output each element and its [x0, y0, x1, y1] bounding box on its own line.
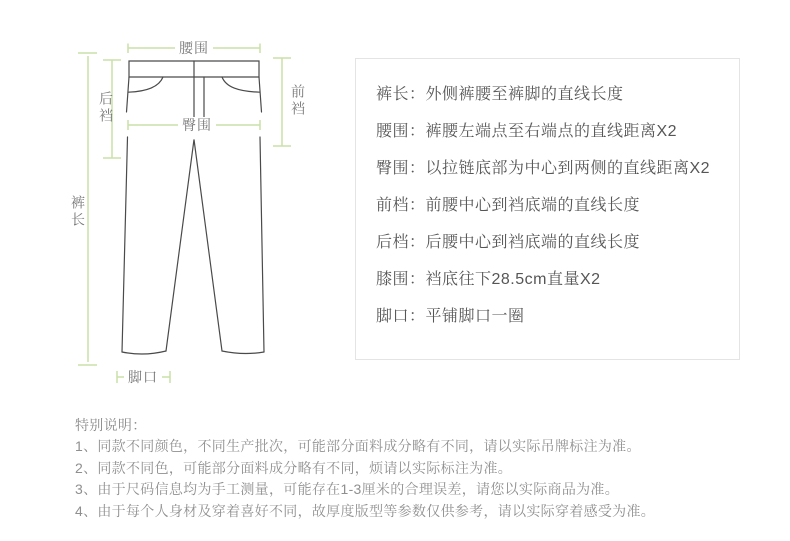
hip-label: 臀围: [178, 117, 216, 133]
special-notes-title: 特别说明：: [75, 417, 147, 433]
note-line-4: 4、由于每个人身材及穿着喜好不同，故厚度版型等参数仅供参考，请以实际穿着感受为准。: [75, 502, 656, 519]
left-hip-seam: [127, 77, 130, 112]
left-pocket-curve: [128, 77, 163, 92]
note-line-3: 3、由于尺码信息均为手工测量，可能存在1-3厘米的合理误差，请您以实际商品为准。: [75, 481, 620, 498]
back-rise-label: 后裆: [98, 91, 114, 125]
hem-label: 脚口: [124, 369, 162, 385]
waist-label: 腰围: [175, 40, 213, 56]
left-leg-hem: [122, 351, 166, 354]
right-leg-outer-seam: [260, 137, 264, 352]
special-notes-section: [75, 415, 755, 522]
right-leg-hem: [222, 351, 264, 354]
definition-row-knee: 膝围：裆底往下28.5cm直量X2: [376, 271, 601, 288]
measurement-definitions-box: [355, 58, 740, 360]
left-leg-outer-seam: [122, 137, 128, 352]
inseam-crotch-lines: [166, 140, 222, 352]
right-hip-seam: [259, 77, 262, 112]
definition-row-waist: 腰围：裤腰左端点至右端点的直线距离X2: [376, 123, 678, 140]
front-rise-label: 前裆: [290, 84, 306, 118]
definition-row-hip: 臀围：以拉链底部为中心到两侧的直线距离X2: [376, 160, 711, 177]
definition-row-back-rise: 后档：后腰中心到裆底端的直线长度: [376, 234, 641, 251]
definition-row-hem: 脚口：平铺脚口一圈: [376, 308, 525, 325]
definition-row-front-rise: 前档：前腰中心到裆底端的直线长度: [376, 197, 641, 214]
note-line-1: 1、同款不同颜色，不同生产批次，可能部分面料成分略有不同，请以实际吊牌标注为准。: [75, 438, 641, 455]
note-line-2: 2、同款不同色，可能部分面料成分略有不同，烦请以实际标注为准。: [75, 459, 513, 476]
pants-outline: [122, 61, 264, 354]
length-label: 裤长: [70, 195, 86, 229]
pants-diagram: [55, 35, 320, 395]
definition-row-length: 裤长：外侧裤腰至裤脚的直线长度: [376, 86, 624, 103]
right-pocket-curve: [222, 77, 260, 92]
